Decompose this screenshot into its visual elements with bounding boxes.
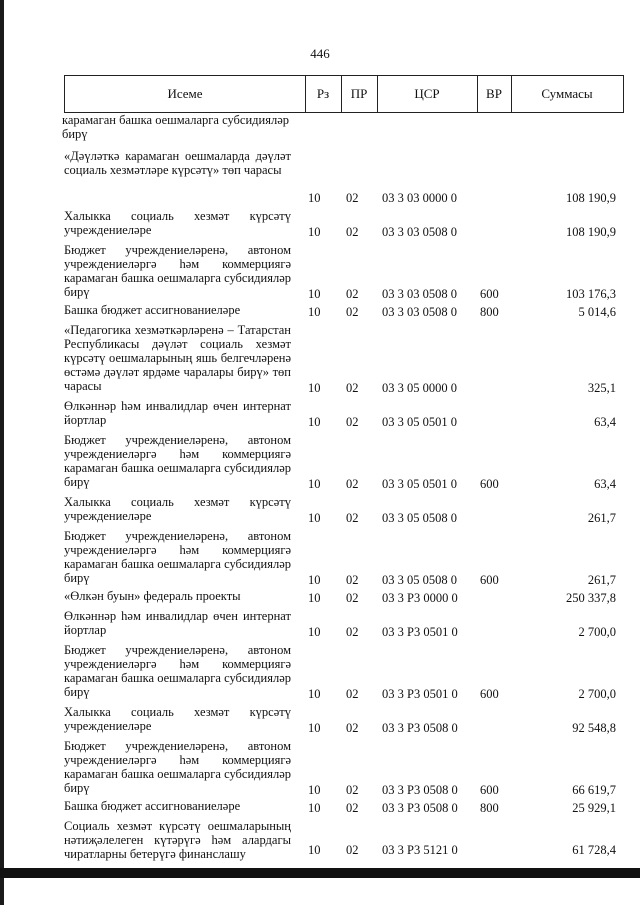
table-row <box>64 799 624 815</box>
table-row <box>64 323 624 395</box>
table-row <box>64 243 624 301</box>
row-pr: 02 <box>346 225 359 239</box>
row-sum: 2 700,0 <box>578 687 616 701</box>
row-rz: 10 <box>308 573 321 587</box>
row-csr: 03 3 03 0508 0 <box>382 225 457 239</box>
row-rz: 10 <box>308 625 321 639</box>
row-rz: 10 <box>308 225 321 239</box>
row-csr: 03 3 05 0000 0 <box>382 381 457 395</box>
row-sum: 325,1 <box>587 381 616 395</box>
row-sum: 25 929,1 <box>572 801 616 815</box>
row-sum: 108 190,9 <box>566 225 616 239</box>
row-csr: 03 3 P3 0508 0 <box>382 721 458 735</box>
row-name: «Педагогика хезмәткәрләренә – Татарстан Республикасы дәүләт социаль хезмәт күрсәтү оешмаларының яшь белгечләренә өстәмә дәүләт ярдәме чаралары бирү» төп чарасы <box>64 323 291 393</box>
row-rz: 10 <box>308 477 321 491</box>
page-number: 446 <box>310 46 330 61</box>
row-rz: 10 <box>308 783 321 797</box>
row-name: Өлкәннәр һәм инвалидлар өчен интернат йортлар <box>64 609 291 637</box>
row-rz: 10 <box>308 191 321 205</box>
row-pr: 02 <box>346 801 359 815</box>
row-rz: 10 <box>308 843 321 857</box>
row-pr: 02 <box>346 287 359 301</box>
header-sum: Суммасы <box>541 86 593 101</box>
scan-edge-bottom <box>0 868 640 878</box>
table-row <box>64 705 624 735</box>
row-csr: 03 3 P3 0508 0 <box>382 801 458 815</box>
row-csr: 03 3 03 0000 0 <box>382 191 457 205</box>
table-row <box>64 819 624 863</box>
row-sum: 103 176,3 <box>566 287 616 301</box>
row-sum: 108 190,9 <box>566 191 616 205</box>
table-row <box>64 739 624 797</box>
row-name: Бюджет учреждениеләренә, автоном учреждениеләргә һәм коммерциягә карамаган башка оешмаларга субсидияләр бирү <box>64 529 291 585</box>
row-vr: 600 <box>480 477 499 491</box>
row-rz: 10 <box>308 801 321 815</box>
header-vr: ВР <box>486 86 502 101</box>
row-rz: 10 <box>308 591 321 605</box>
row-sum: 261,7 <box>587 511 616 525</box>
row-name: карамаган башка оешмаларга субсидияләр бирү <box>62 113 289 141</box>
row-csr: 03 3 03 0508 0 <box>382 287 457 301</box>
row-csr: 03 3 05 0508 0 <box>382 511 457 525</box>
row-rz: 10 <box>308 305 321 319</box>
row-sum: 92 548,8 <box>572 721 616 735</box>
table-header <box>64 75 624 113</box>
row-name: Социаль хезмәт күрсәтү оешмаларының нәтиҗәлелеген күтәрүгә һәм алардагы чиратларны бетерүгә финанслашу <box>64 819 291 861</box>
table-row <box>64 149 624 205</box>
row-csr: 03 3 05 0501 0 <box>382 415 457 429</box>
row-pr: 02 <box>346 305 359 319</box>
row-pr: 02 <box>346 511 359 525</box>
row-csr: 03 3 05 0501 0 <box>382 477 457 491</box>
row-name: Өлкәннәр һәм инвалидлар өчен интернат йортлар <box>64 399 291 427</box>
row-sum: 261,7 <box>587 573 616 587</box>
row-pr: 02 <box>346 191 359 205</box>
row-name: Халыкка социаль хезмәт күрсәтү учреждениеләре <box>64 705 291 733</box>
row-rz: 10 <box>308 721 321 735</box>
row-name: Бюджет учреждениеләренә, автоном учреждениеләргә һәм коммерциягә карамаган башка оешмаларга субсидияләр бирү <box>64 243 291 299</box>
row-sum: 63,4 <box>594 477 616 491</box>
row-vr: 600 <box>480 573 499 587</box>
table-row <box>64 495 624 525</box>
row-csr: 03 3 P3 0501 0 <box>382 687 458 701</box>
row-vr: 800 <box>480 801 499 815</box>
row-name: Башка бюджет ассигнованиеләре <box>64 303 241 317</box>
header-csr: ЦСР <box>414 86 440 101</box>
row-pr: 02 <box>346 415 359 429</box>
row-sum: 5 014,6 <box>578 305 616 319</box>
row-rz: 10 <box>308 415 321 429</box>
row-csr: 03 3 P3 5121 0 <box>382 843 458 857</box>
row-vr: 800 <box>480 305 499 319</box>
scan-edge-left <box>0 0 4 905</box>
row-name: «Өлкән буын» федераль проекты <box>64 589 241 603</box>
row-sum: 2 700,0 <box>578 625 616 639</box>
table-row <box>64 113 624 141</box>
row-name: «Дәүләткә карамаган оешмаларда дәүләт социаль хезмәтләре күрсәтү» төп чарасы <box>64 149 291 177</box>
row-pr: 02 <box>346 625 359 639</box>
table-row <box>64 209 624 239</box>
table-row <box>64 433 624 491</box>
row-name: Бюджет учреждениеләренә, автоном учреждениеләргә һәм коммерциягә карамаган башка оешмаларга субсидияләр бирү <box>64 739 291 795</box>
row-sum: 63,4 <box>594 415 616 429</box>
row-pr: 02 <box>346 687 359 701</box>
row-pr: 02 <box>346 477 359 491</box>
row-csr: 03 3 P3 0501 0 <box>382 625 458 639</box>
row-rz: 10 <box>308 381 321 395</box>
table-row <box>64 529 624 587</box>
row-rz: 10 <box>308 687 321 701</box>
table-row <box>64 609 624 639</box>
row-vr: 600 <box>480 783 499 797</box>
row-pr: 02 <box>346 783 359 797</box>
row-sum: 250 337,8 <box>566 591 616 605</box>
row-vr: 600 <box>480 287 499 301</box>
row-vr: 600 <box>480 687 499 701</box>
row-name: Халыкка социаль хезмәт күрсәтү учреждениеләре <box>64 209 291 237</box>
table-row <box>64 643 624 701</box>
row-pr: 02 <box>346 721 359 735</box>
row-csr: 03 3 P3 0000 0 <box>382 591 458 605</box>
row-name: Бюджет учреждениеләренә, автоном учреждениеләргә һәм коммерциягә карамаган башка оешмаларга субсидияләр бирү <box>64 433 291 489</box>
row-sum: 61 728,4 <box>572 843 616 857</box>
row-name: Башка бюджет ассигнованиеләре <box>64 799 241 813</box>
row-rz: 10 <box>308 511 321 525</box>
table-body <box>64 113 624 863</box>
row-rz: 10 <box>308 287 321 301</box>
row-sum: 66 619,7 <box>572 783 616 797</box>
row-name: Халыкка социаль хезмәт күрсәтү учреждениеләре <box>64 495 291 523</box>
table-row <box>64 589 624 605</box>
row-pr: 02 <box>346 573 359 587</box>
header-rz: Рз <box>316 86 330 101</box>
row-csr: 03 3 03 0508 0 <box>382 305 457 319</box>
table-row <box>64 303 624 319</box>
header-pr: ПР <box>350 86 368 101</box>
row-pr: 02 <box>346 591 359 605</box>
table-row <box>64 399 624 429</box>
row-name: Бюджет учреждениеләренә, автоном учреждениеләргә һәм коммерциягә карамаган башка оешмаларга субсидияләр бирү <box>64 643 291 699</box>
row-csr: 03 3 05 0508 0 <box>382 573 457 587</box>
row-pr: 02 <box>346 381 359 395</box>
row-csr: 03 3 P3 0508 0 <box>382 783 458 797</box>
header-name: Исеме <box>167 86 203 101</box>
row-pr: 02 <box>346 843 359 857</box>
